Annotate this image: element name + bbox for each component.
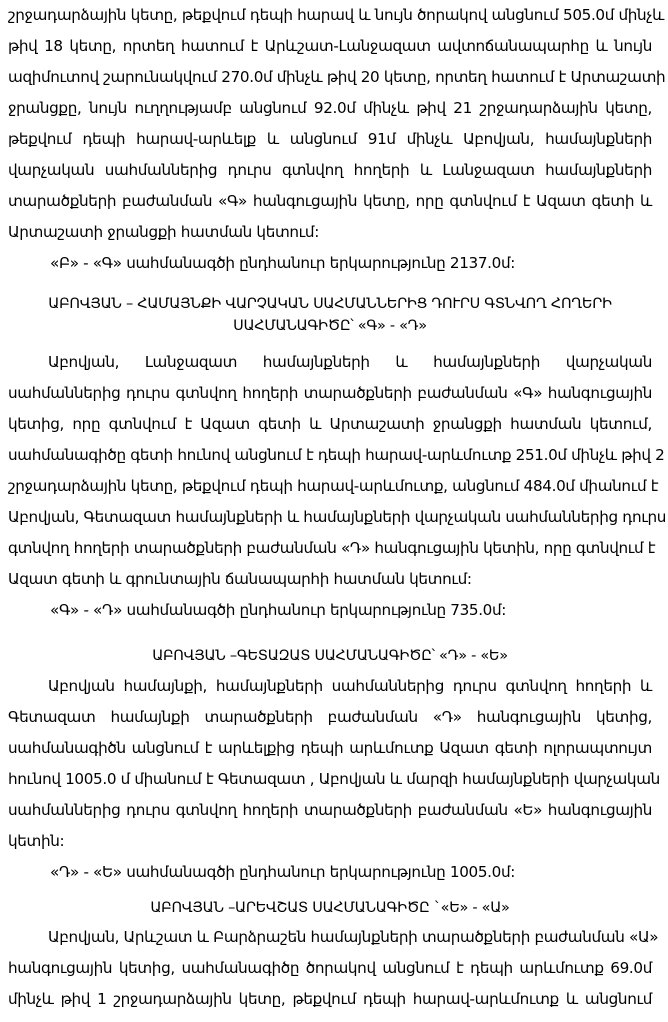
segment-total-length: «Բ» - «Գ» սահմանագծի ընդհանուր երկարությունը 2137.0մ: [50,254,516,272]
paragraph-line: սահմանագիծն անցնում է արևելքից դեպի արևմուտք Ազատ գետի ոլորապտույտ [8,739,652,757]
section-heading: ԱԲՈՎՅԱՆ –ԳԵՏԱԶԱՏ ՍԱՀՄԱՆԱԳԻԾԸ՝ «Դ» - «Ե» [152,648,508,664]
paragraph-line: Ազատ գետի և գրունտային ճանապարհի հատման կետում: [8,570,472,588]
paragraph-line: Արտաշատի ջրանցքի հատման կետում: [8,223,319,241]
paragraph-line: գտնվող հողերի տարածքների բաժանման «Դ» հանգուցային կետին, որը գտնվում է [8,539,656,557]
paragraph-line: հունով 1005.0 մ միանում է Գետազատ , Աբովյան և մարզի համայնքների վարչական [8,770,660,788]
segment-total-length: «Դ» - «Ե» սահմանագծի ընդհանուր երկարությունը 1005.0մ: [50,863,516,881]
segment-total-length: «Գ» - «Դ» սահմանագծի ընդհանուր երկարությունը 735.0մ: [50,601,507,619]
paragraph-line: սահմաններից դուրս գտնվող հողերի տարածքների բաժանման «Ե» հանգուցային [8,801,652,819]
paragraph-line: Աբովյան, Լանջազատ համայնքների և համայնքների վարչական [48,353,652,371]
paragraph-line: սահմանագիծը գետի հունով անցնում է դեպի հարավ-արևմուտք 251.0մ մինչև թիվ 2 [8,446,665,464]
paragraph-line: վարչական սահմաններից դուրս գտնվող հողերի և Լանջազատ համայնքների [8,161,652,179]
paragraph-line: ջրանցքը, նույն ուղղությամբ անցնում 92.0մ մինչև թիվ 21 շրջադարձային կետը, [8,99,652,117]
paragraph-line: Աբովյան համայնքի, համայնքների սահմաններից դուրս գտնվող հողերի և [48,677,652,695]
section-heading: ՍԱՀՄԱՆԱԳԻԾԸ՝ «Գ» - «Դ» [233,318,427,334]
paragraph-line: թիվ 18 կետը, որտեղ հատում է Արևշատ-Լանջազատ ավտոճանապարհը և նույն [8,37,652,55]
paragraph-line: շրջադարձային կետը, թեքվում դեպի հարավ և նույն ծորակով անցնում 505.0մ մինչև [8,6,665,24]
paragraph-line: Աբովյան, Գետազատ համայնքների և համայնքների վարչական սահմաններից դուրս [8,508,667,526]
paragraph-line: շրջադարձային կետը, թեքվում դեպի հարավ-արևմուտք, անցնում 484.0մ միանում է [8,477,659,495]
paragraph-line: հանգուցային կետից, սահմանագիծը ծորակով անցնում է դեպի արևմուտք 69.0մ [8,959,652,977]
paragraph-line: թեքվում դեպի հարավ-արևելք և անցնում 91մ մինչև Աբովյան, համայնքների [8,130,652,148]
paragraph-line: կետից, որը գտնվում է Ազատ գետի և Արտաշատի ջրանցքի հատման կետում, [8,415,652,433]
paragraph-line: մինչև թիվ 1 շրջադարձային կետը, թեքվում դեպի հարավ-արևմուտք և անցնում [8,990,652,1008]
section-heading: ԱԲՈՎՅԱՆ – ՀԱՄԱՅՆՔԻ ՎԱՐՉԱԿԱՆ ՍԱՀՄԱՆՆԵՐԻՑ ԴՈՒՐՍ ԳՏՆՎՈՂ ՀՈՂԵՐԻ [48,296,612,312]
paragraph-line: Աբովյան, Արևշատ և Բարձրաշեն համայնքների տարածքների բաժանման «Ա» [48,928,659,946]
paragraph-line: Գետազատ համայնքի տարածքների բաժանման «Դ» հանգուցային կետից, [8,708,652,726]
section-heading: ԱԲՈՎՅԱՆ –ԱՐԵՎՇԱՏ ՍԱՀՄԱՆԱԳԻԾԸ `«Ե» - «Ա» [150,900,510,916]
paragraph-line: կետին: [8,832,65,850]
paragraph-line: սահմաններից դուրս գտնվող հողերի տարածքների բաժանման «Գ» հանգուցային [8,384,652,402]
paragraph-line: տարածքների բաժանման «Գ» հանգուցային կետը, որը գտնվում է Ազատ գետի և [8,192,652,210]
paragraph-line: ազիմուտով շարունակվում 270.0մ մինչև թիվ 20 կետը, որտեղ հատում է Արտաշատի [8,68,666,86]
